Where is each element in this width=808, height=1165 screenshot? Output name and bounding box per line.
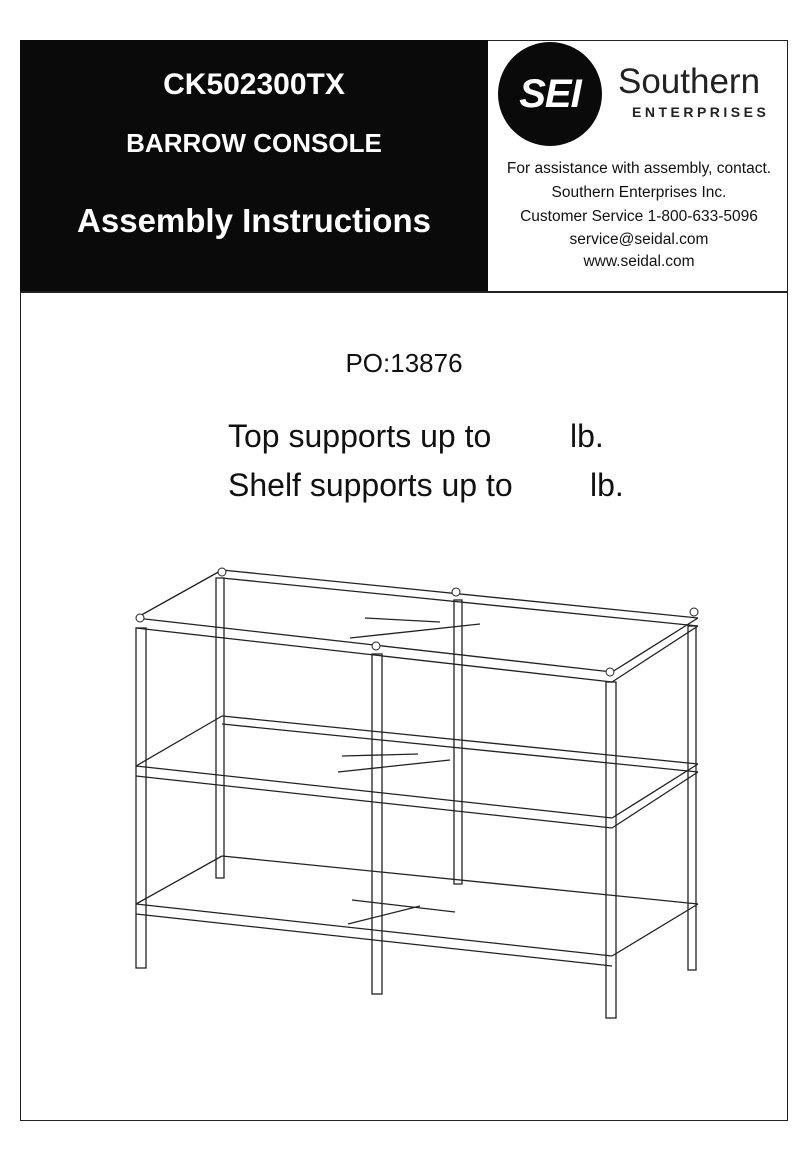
document-title: Assembly Instructions	[77, 202, 431, 239]
shelf-support-unit: lb.	[590, 467, 624, 503]
contact-email[interactable]: service@seidal.com	[569, 231, 709, 248]
contact-line-1: For assistance with assembly, contact.	[506, 160, 772, 177]
top-support-label: Top supports up to	[228, 418, 492, 454]
sei-logo-icon: SEI	[498, 42, 602, 146]
contact-website[interactable]: www.seidal.com	[583, 253, 695, 270]
header-divider	[20, 291, 788, 293]
shelf-support-label: Shelf supports up to	[228, 467, 513, 503]
top-support-unit: lb.	[570, 418, 604, 454]
contact-line-2: Southern Enterprises Inc.	[551, 184, 727, 201]
product-name: BARROW CONSOLE	[126, 128, 382, 158]
brand-name: Southern	[618, 62, 761, 101]
title-block	[20, 40, 488, 292]
model-number: CK502300TX	[163, 68, 345, 101]
contact-phone: Customer Service 1-800-633-5096	[520, 208, 758, 225]
po-number: PO:13876	[345, 348, 463, 378]
console-illustration	[120, 560, 720, 1020]
brand-subname: ENTERPRISES	[632, 104, 770, 120]
